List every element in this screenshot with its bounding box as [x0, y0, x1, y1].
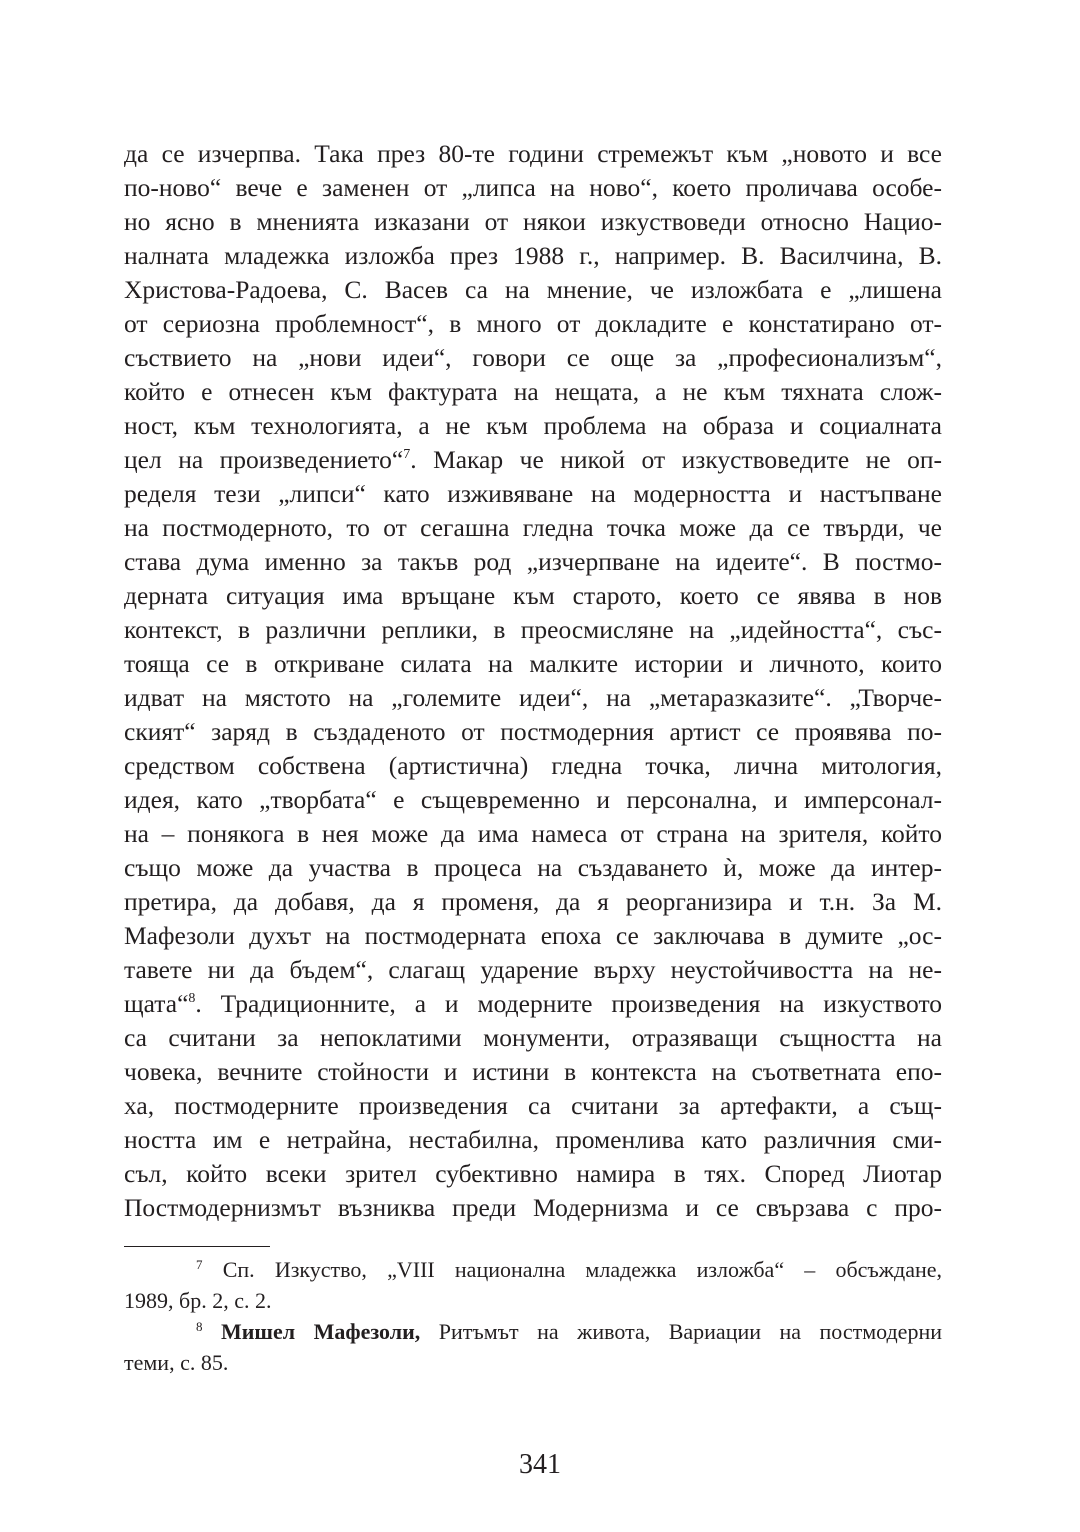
- text-line: контекст, в различни реплики, в преосмисляне на „идейността“, със-: [124, 615, 942, 644]
- text-line: човека, вечните стойности и истини в контекста на съответната епо-: [124, 1057, 942, 1086]
- footnote-8-continuation: теми, с. 85.: [124, 1350, 229, 1375]
- text-line: но ясно в мненията изказани от някои изкуствоведи относно Нацио-: [124, 207, 942, 236]
- footnote-8: [124, 1316, 942, 1347]
- text-line: на – понякога в нея може да има намеса от страна на зрителя, който: [124, 819, 942, 848]
- footnote-marker-8: 8: [196, 1319, 203, 1334]
- text-line: Христова-Радоева, С. Васев са на мнение, че изложбата е „лишена: [124, 275, 942, 304]
- text-segment: цел на произведението“: [124, 445, 404, 474]
- text-segment: . Традиционните, а и модерните произведения на изкуството: [195, 989, 942, 1018]
- text-line: съствието на „нови идеи“, говори се още за „професионализъм“,: [124, 343, 942, 372]
- text-line: който е отнесен към фактурата на нещата, а не към тяхната слож-: [124, 377, 942, 406]
- body-text: [124, 137, 942, 1225]
- text-line: дерната ситуация има връщане към старото, което се явява в нов: [124, 581, 942, 610]
- footnote-7-continuation: 1989, бр. 2, с. 2.: [124, 1288, 272, 1313]
- text-line-with-footnote-ref-8: [124, 987, 942, 1021]
- footnote-marker-7: 7: [196, 1257, 203, 1272]
- text-line: от сериозна проблемност“, в много от докладите е констатирано от-: [124, 309, 942, 338]
- text-line: да се изчерпва. Така през 80-те години стремежът към „новото и все: [124, 139, 942, 168]
- text-line: на постмодерното, то от сегашна гледна точка може да се твърди, че: [124, 513, 942, 542]
- text-line: средством собствена (артистична) гледна точка, лична митология,: [124, 751, 942, 780]
- text-line: Постмодернизмът възниква преди Модернизма и се свързава с про-: [124, 1193, 942, 1222]
- text-line-with-footnote-ref-7: [124, 443, 942, 477]
- text-line: ският“ заряд в създаденото от постмодерния артист се проявява по-: [124, 717, 942, 746]
- footnotes: [124, 1254, 942, 1378]
- text-line: ха, постмодерните произведения са считани за артефакти, а същ-: [124, 1091, 942, 1120]
- page-number: 341: [519, 1449, 561, 1480]
- text-line: ределя тези „липси“ като изживяване на модерността и настъпване: [124, 479, 942, 508]
- text-line: съл, който всеки зрител субективно намира в тях. Според Лиотар: [124, 1159, 942, 1188]
- footnote-ref-7[interactable]: 7: [403, 447, 411, 462]
- text-line: са считани за непоклатими монументи, отразяващи същността на: [124, 1023, 942, 1052]
- text-line: също може да участва в процеса на създаването ѝ, може да интер-: [124, 853, 942, 882]
- text-line: идват на мястото на „големите идеи“, на „метаразказите“. „Творче-: [124, 683, 942, 712]
- text-line: тояща се в откриване силата на малките истории и личното, които: [124, 649, 942, 678]
- footnote-author: Мишел Мафезоли,: [220, 1319, 421, 1344]
- text-line: идея, като „творбата“ е същевременно и персонална, и имперсонал-: [124, 785, 942, 814]
- footnote-text: Сп. Изкуство, „VIII национална младежка изложба“ – обсъждане,: [202, 1257, 942, 1282]
- text-line: ността им е нетрайна, нестабилна, променлива като различния сми-: [124, 1125, 942, 1154]
- text-line: ност, към технологията, а не към проблема на образа и социалната: [124, 411, 942, 440]
- footnote-text: Ритъмът на живота, Вариации на постмодерни: [420, 1319, 942, 1344]
- footnote-7: [124, 1254, 942, 1285]
- text-segment: щата“: [124, 989, 189, 1018]
- text-line: претира, да добавя, да я променя, да я реорганизира и т.н. За М.: [124, 887, 942, 916]
- text-line: по-ново“ вече е заменен от „липса на ново“, което проличава особе-: [124, 173, 942, 202]
- footnote-ref-8[interactable]: 8: [188, 991, 196, 1006]
- text-line: става дума именно за такъв род „изчерпване на идеите“. В постмо-: [124, 547, 942, 576]
- text-line: тавете ни да бъдем“, слагащ ударение върху неустойчивостта на не-: [124, 955, 942, 984]
- text-line: Мафезоли духът на постмодерната епоха се заключава в думите „ос-: [124, 921, 942, 950]
- footnote-separator: [124, 1246, 270, 1247]
- text-segment: . Макар че никой от изкуствоведите не оп-: [410, 445, 942, 474]
- text-line: налната младежка изложба през 1988 г., например. В. Василчина, В.: [124, 241, 942, 270]
